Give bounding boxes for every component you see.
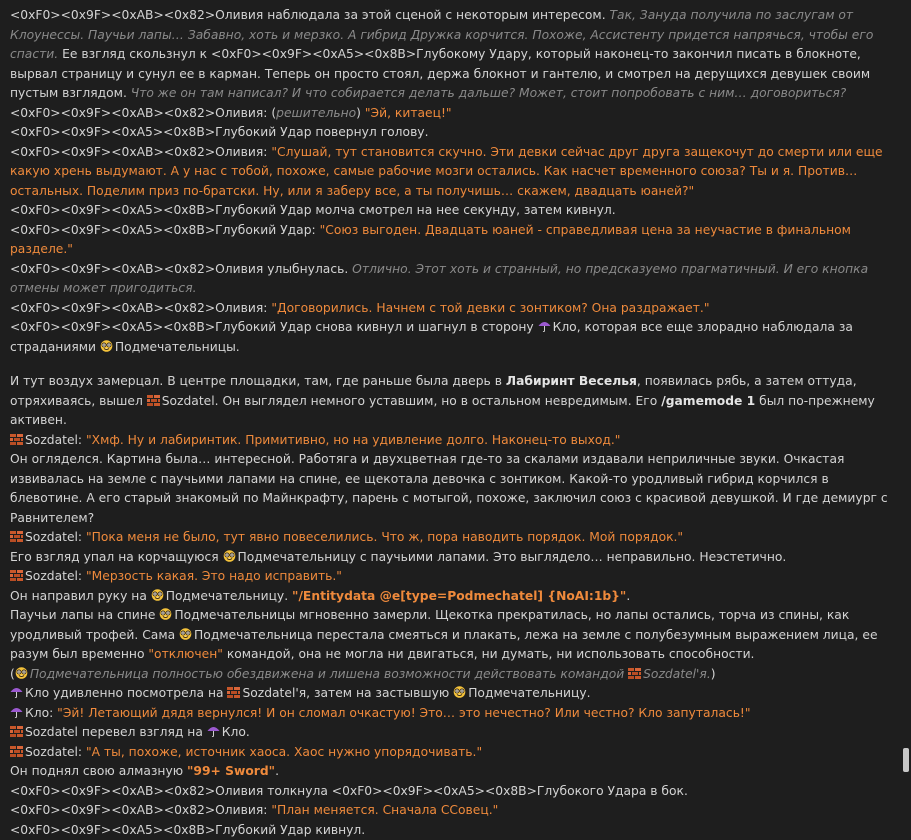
message-paragraph: [10, 104, 900, 124]
narration-text: Кло, которая все еще злорадно наблюдала за страданиями: [10, 320, 853, 354]
dialogue-quote: "Союз выгоден. Двадцать юаней - справедливая цена за неучастие в финальном разделе.": [10, 223, 851, 257]
narration-text: <0xF0><0x9F><0xAB><0x82>Оливия: (: [10, 106, 276, 120]
message-paragraph: [10, 704, 900, 724]
narration-text: ): [711, 667, 716, 681]
dialogue-quote: "/Entitydata @e[type=Podmechatel] {NoAI:1b}": [292, 589, 626, 603]
narration-text: <0xF0><0x9F><0xAB><0x82>Оливия:: [10, 803, 271, 817]
message-paragraph: [10, 782, 900, 802]
message-paragraph: [10, 221, 900, 260]
umbrella-icon: [10, 706, 23, 718]
thought-text: Отлично. Этот хоть и странный, но предсказуемо прагматичный. И его кнопка отмены может пригодиться.: [10, 262, 868, 296]
dialogue-quote: "Договорились. Начнем с той девки с зонтиком? Она раздражает.": [271, 301, 709, 315]
thought-text: Что же он там написал? И что собирается делать дальше? Может, стоит попробовать с ним… договориться?: [131, 86, 847, 100]
narration-text: Sozdatel:: [25, 569, 86, 583]
message-paragraph: [10, 606, 900, 665]
thought-text: Sozdatel'я.: [643, 667, 711, 681]
narration-text: Sozdatel перевел взгляд на: [25, 725, 207, 739]
dialogue-quote: "Мерзость какая. Это надо исправить.": [86, 569, 342, 583]
narration-text: Кло:: [25, 706, 57, 720]
thought-text: Так, Зануда получила по заслугам от Клоунессы. Паучьи лапы… Забавно, хоть и мерзко. А гибрид Дружка корчится. Похоже, Ассистенту придется напрячься, чтобы его спасти.: [10, 8, 873, 61]
message-paragraph: [10, 567, 900, 587]
narration-text: И тут воздух замерцал. В центре площадки, там, где раньше была дверь в: [10, 374, 506, 388]
narration-text: был по-прежнему активен.: [10, 394, 875, 428]
umbrella-icon: [10, 686, 23, 698]
bricks-icon: [10, 745, 23, 757]
narration-text: Sozdatel:: [25, 530, 86, 544]
dialogue-quote: "Пока меня не было, тут явно повеселились. Что ж, пора наводить порядок. Мой порядок.": [86, 530, 683, 544]
narration-text: <0xF0><0x9F><0xA5><0x8B>Глубокий Удар молча смотрел на нее секунду, затем кивнул.: [10, 203, 616, 217]
narration-text: , появилась рябь, а затем оттуда, отряхиваясь, вышел: [10, 374, 857, 408]
umbrella-icon: [538, 320, 551, 332]
message-paragraph: [10, 431, 900, 451]
message-paragraph: [10, 450, 900, 528]
message-paragraph: [10, 260, 900, 299]
message-paragraph: [10, 821, 900, 840]
nerd-face-icon: [159, 608, 172, 620]
narration-text: <0xF0><0x9F><0xAB><0x82>Оливия толкнула <0xF0><0x9F><0xA5><0x8B>Глубокого Удара в бок.: [10, 784, 688, 798]
narration-text: Он поднял свою алмазную: [10, 764, 187, 778]
narration-text: Sozdatel'я, затем на застывшую: [242, 686, 453, 700]
bricks-icon: [10, 433, 23, 445]
message-paragraph: [10, 548, 900, 568]
message-paragraph: [10, 372, 900, 431]
nerd-face-icon: [15, 667, 28, 679]
narration-text: Подмечательницу.: [166, 589, 292, 603]
narration-text: Паучьи лапы на спине: [10, 608, 159, 622]
message-paragraph: [10, 528, 900, 548]
bricks-icon: [628, 667, 641, 679]
bold-text: /gamemode 1: [661, 394, 755, 408]
scrollbar-thumb[interactable]: [903, 748, 909, 772]
narration-text: Он направил руку на: [10, 589, 151, 603]
nerd-face-icon: [223, 550, 236, 562]
bricks-icon: [147, 394, 160, 406]
chat-transcript: [10, 6, 900, 840]
umbrella-icon: [207, 725, 220, 737]
thought-text: Подмечательница полностью обездвижена и лишена возможности действовать командой: [30, 667, 628, 681]
nerd-face-icon: [100, 340, 113, 352]
narration-text: ): [356, 106, 365, 120]
dialogue-quote: "99+ Sword": [187, 764, 275, 778]
narration-text: командой, она не могла ни двигаться, ни думать, ни использовать способности.: [223, 647, 755, 661]
narration-text: .: [275, 764, 279, 778]
narration-text: <0xF0><0x9F><0xA5><0x8B>Глубокий Удар повернул голову.: [10, 125, 429, 139]
bricks-icon: [10, 530, 23, 542]
message-paragraph: [10, 665, 900, 685]
narration-text: Ее взгляд скользнул к <0xF0><0x9F><0xA5><0x8B>Глубокому Удару, который наконец-то закончил писать в блокноте, вырвал страницу и сунул ее в карман. Теперь он просто стоял, держа блокнот и гантелю, и смотрел на дерущихся девушек своим пустым взглядом.: [10, 47, 870, 100]
message-paragraph: [10, 587, 900, 607]
message-paragraph: [10, 143, 900, 202]
bricks-icon: [10, 569, 23, 581]
narration-text: Sozdatel:: [25, 433, 86, 447]
message-paragraph: [10, 762, 900, 782]
bricks-icon: [10, 725, 23, 737]
narration-text: <0xF0><0x9F><0xAB><0x82>Оливия наблюдала за этой сценой с некоторым интересом.: [10, 8, 610, 22]
dialogue-quote: "План меняется. Сначала ССовец.": [271, 803, 498, 817]
narration-text: Подмечательницу с паучьими лапами. Это выглядело… неправильно. Неэстетично.: [238, 550, 787, 564]
dialogue-quote: "Хмф. Ну и лабиринтик. Примитивно, но на удивление долго. Наконец-то выход.": [86, 433, 620, 447]
nerd-face-icon: [179, 628, 192, 640]
narration-text: <0xF0><0x9F><0xA5><0x8B>Глубокий Удар снова кивнул и шагнул в сторону: [10, 320, 538, 334]
dialogue-quote: "Слушай, тут становится скучно. Эти девки сейчас друг друга защекочут до смерти или еще какую хрень выдумают. А у нас с тобой, похоже, самые рабочие мозги остались. Как насчет временного союза? Ты и я. Против… остальных. Поделим приз по-братски. Ну, или я заберу все, а ты получишь… скажем, двадцать юаней?": [10, 145, 883, 198]
bold-text: Лабиринт Веселья: [506, 374, 637, 388]
nerd-face-icon: [151, 589, 164, 601]
message-paragraph: [10, 123, 900, 143]
narration-text: Подмечательницы.: [115, 340, 240, 354]
narration-text: <0xF0><0x9F><0xAB><0x82>Оливия:: [10, 145, 271, 159]
narration-text: <0xF0><0x9F><0xA5><0x8B>Глубокий Удар:: [10, 223, 320, 237]
message-paragraph: [10, 6, 900, 104]
narration-text: Sozdatel:: [25, 745, 86, 759]
narration-text: Его взгляд упал на корчащуюся: [10, 550, 223, 564]
message-paragraph: [10, 684, 900, 704]
message-paragraph: [10, 801, 900, 821]
dialogue-quote: "А ты, похоже, источник хаоса. Хаос нужно упорядочивать.": [86, 745, 482, 759]
thought-text: решительно: [276, 106, 356, 120]
message-paragraph: [10, 201, 900, 221]
narration-text: Подмечательница перестала смеяться и плакать, лежа на земле с полубезумным выражением лица, ее разум был временно: [10, 628, 878, 662]
message-paragraph: [10, 723, 900, 743]
message-paragraph: [10, 299, 900, 319]
narration-text: <0xF0><0x9F><0xAB><0x82>Оливия:: [10, 301, 271, 315]
dialogue-quote: "Эй, китаец!": [365, 106, 452, 120]
scrollbar[interactable]: [901, 0, 911, 775]
narration-text: Подмечательницу.: [468, 686, 590, 700]
narration-text: Кло удивленно посмотрела на: [25, 686, 227, 700]
narration-text: Подмечательницы мгновенно замерли. Щекотка прекратилась, но лапы остались, торча из спины, как уродливый трофей. Сама: [10, 608, 849, 642]
bricks-icon: [227, 686, 240, 698]
dialogue-quote: "отключен": [148, 647, 223, 661]
narration-text: <0xF0><0x9F><0xA5><0x8B>Глубокий Удар кивнул.: [10, 823, 365, 837]
narration-text: (: [10, 667, 15, 681]
narration-text: Он огляделся. Картина была… интересной. Работяга и двухцветная где-то за скалами издавали неприличные звуки. Очкастая извивалась на земле с паучьими лапами на спине, ее щекотала девочка с зонтиком. Какой-то уродливый гибрид корчился в блевотине. А его старый знакомый по Майнкрафту, парень с мотыгой, похоже, заключил союз с красивой девушкой. И где демиург с Равнителем?: [10, 452, 888, 525]
narration-text: Sozdatel. Он выглядел немного уставшим, но в остальном невредимым. Его: [162, 394, 661, 408]
nerd-face-icon: [453, 686, 466, 698]
narration-text: Кло.: [222, 725, 250, 739]
dialogue-quote: "Эй! Летающий дядя вернулся! И он сломал очкастую! Это… это нечестно? Или честно? Кло запуталась!": [57, 706, 750, 720]
narration-text: <0xF0><0x9F><0xAB><0x82>Оливия улыбнулась.: [10, 262, 352, 276]
message-paragraph: [10, 743, 900, 763]
narration-text: .: [626, 589, 630, 603]
message-paragraph: [10, 318, 900, 357]
